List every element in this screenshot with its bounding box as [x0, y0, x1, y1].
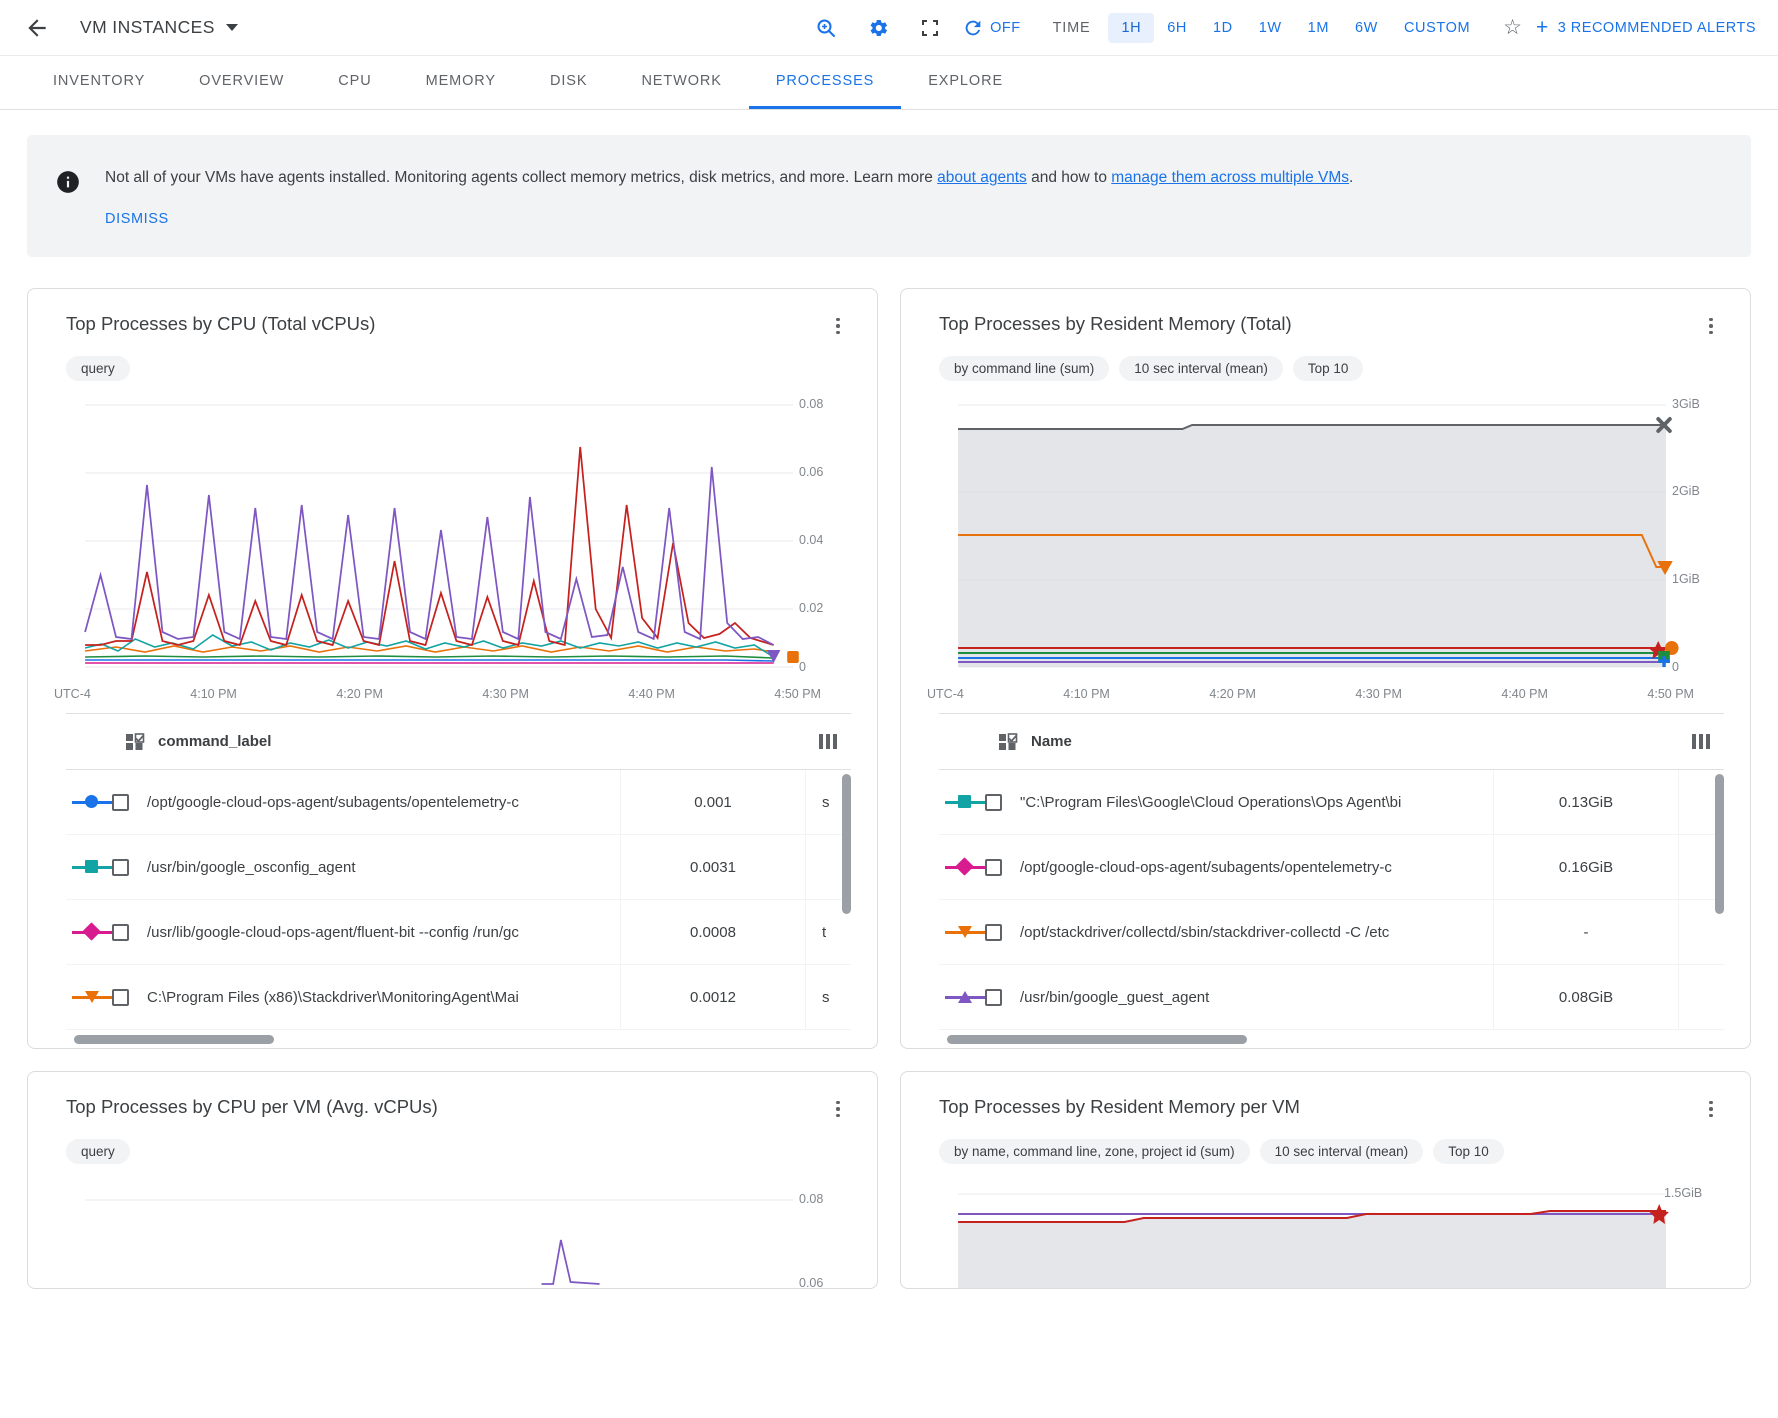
row-label: C:\Program Files (x86)\Stackdriver\MonitoringAgent\Mai — [147, 965, 621, 1029]
cpu-total-legend-table — [66, 713, 851, 1048]
y-tick: 1.5GiB — [1664, 1186, 1703, 1200]
card-header — [28, 289, 877, 339]
chip-by-command-line[interactable]: by command line (sum) — [939, 356, 1109, 381]
y-tick: 3GiB — [1672, 397, 1700, 411]
recommended-alerts-button[interactable] — [1536, 17, 1760, 38]
search-zoom-icon[interactable] — [809, 11, 843, 45]
columns-icon[interactable] — [1692, 734, 1711, 749]
time-range-6h[interactable]: 6H — [1167, 19, 1187, 36]
table-header-row — [939, 714, 1724, 770]
tab-bar — [0, 56, 1778, 110]
memory-total-legend-table — [939, 713, 1724, 1048]
tab-overview[interactable]: OVERVIEW — [199, 73, 285, 89]
card-top-processes-memory-total — [900, 288, 1751, 1049]
row-value: 0.13GiB — [1494, 770, 1679, 834]
auto-refresh-toggle[interactable] — [962, 17, 1021, 39]
cpu-total-x-axis — [28, 685, 877, 701]
time-range-1w[interactable]: 1W — [1258, 19, 1282, 36]
x-tick: 4:20 PM — [1209, 687, 1256, 701]
series-marker — [939, 860, 985, 874]
y-tick: 2GiB — [1672, 484, 1700, 498]
columns-icon[interactable] — [819, 734, 838, 749]
cpu-per-vm-plot-svg — [58, 1178, 851, 1288]
row-value: 0.0008 — [621, 900, 806, 964]
row-checkbox[interactable] — [985, 859, 1002, 876]
row-checkbox[interactable] — [985, 794, 1002, 811]
table-scroll-area[interactable] — [66, 770, 851, 1048]
row-value: 0.0012 — [621, 965, 806, 1029]
table-header-label: command_label — [158, 733, 272, 750]
series-marker — [939, 990, 985, 1004]
cpu-total-plot — [58, 395, 851, 685]
card-chips — [901, 339, 1750, 381]
time-range-1d[interactable]: 1D — [1212, 19, 1233, 36]
banner-body — [105, 157, 1725, 235]
memory-total-x-axis — [901, 685, 1750, 701]
card-header — [901, 289, 1750, 339]
row-value: 0.001 — [621, 770, 806, 834]
tab-memory[interactable]: MEMORY — [425, 73, 496, 89]
y-tick: 0 — [1672, 660, 1679, 674]
top-bar — [0, 0, 1778, 56]
star-outline-icon[interactable]: ☆ — [1503, 16, 1522, 39]
row-checkbox[interactable] — [985, 989, 1002, 1006]
time-range-custom[interactable]: CUSTOM — [1403, 19, 1471, 36]
row-checkbox[interactable] — [112, 859, 129, 876]
chip-group-by[interactable]: by name, command line, zone, project id (sum) — [939, 1139, 1250, 1164]
series-marker — [66, 860, 112, 874]
series-marker — [939, 795, 985, 809]
table-row[interactable] — [939, 835, 1724, 900]
card-menu-icon[interactable] — [825, 313, 851, 339]
x-tick: 4:40 PM — [1501, 687, 1548, 701]
row-value-secondary: t — [822, 923, 827, 941]
tab-explore[interactable]: EXPLORE — [928, 73, 1004, 89]
x-tick: 4:30 PM — [482, 687, 529, 701]
gear-icon[interactable] — [861, 11, 895, 45]
table-row[interactable] — [66, 835, 851, 900]
y-tick: 0.02 — [799, 601, 824, 615]
plus-icon: + — [1535, 16, 1549, 39]
y-tick: 0.08 — [799, 397, 824, 411]
x-tick: 4:20 PM — [336, 687, 383, 701]
about-agents-link[interactable]: about agents — [937, 169, 1027, 186]
table-horizontal-scrollbar[interactable] — [74, 1035, 274, 1044]
y-tick: 0.06 — [799, 1276, 824, 1289]
memory-total-plot-svg — [931, 395, 1724, 685]
tab-processes[interactable]: PROCESSES — [749, 56, 901, 109]
card-title: Top Processes by CPU (Total vCPUs) — [66, 313, 376, 334]
fullscreen-icon[interactable] — [913, 11, 947, 45]
table-header-row — [66, 714, 851, 770]
row-label: /usr/bin/google_osconfig_agent — [147, 835, 621, 899]
table-row[interactable] — [66, 900, 851, 965]
table-select-icon[interactable] — [999, 733, 1019, 751]
memory-total-y-axis — [1666, 395, 1726, 685]
chip-interval[interactable]: 10 sec interval (mean) — [1260, 1139, 1424, 1164]
banner-text-2: and how to — [1026, 169, 1112, 186]
x-tick: UTC-4 — [54, 687, 91, 701]
row-label: "C:\Program Files\Google\Cloud Operations\Ops Agent\bi — [1020, 770, 1494, 834]
agent-info-banner — [27, 135, 1751, 257]
cpu-total-plot-svg — [58, 395, 851, 685]
banner-text-3: . — [1349, 169, 1354, 186]
card-menu-icon[interactable] — [1698, 313, 1724, 339]
table-vertical-scrollbar[interactable] — [1715, 774, 1724, 914]
chip-top-10[interactable]: Top 10 — [1293, 356, 1364, 381]
memory-total-plot — [931, 395, 1724, 685]
card-header — [28, 1072, 877, 1122]
row-value: 0.08GiB — [1494, 965, 1679, 1029]
card-menu-icon[interactable] — [1698, 1096, 1724, 1122]
time-range-1m[interactable]: 1M — [1307, 19, 1329, 36]
row-checkbox[interactable] — [112, 794, 129, 811]
y-tick: 0.08 — [799, 1192, 824, 1206]
table-row[interactable] — [939, 965, 1724, 1030]
banner-text — [105, 157, 1725, 190]
memory-per-vm-plot-svg — [931, 1178, 1724, 1288]
table-row[interactable] — [66, 965, 851, 1030]
card-top-processes-cpu-per-vm — [27, 1071, 878, 1289]
cpu-total-y-axis — [793, 395, 853, 685]
time-range-1h[interactable]: 1H — [1108, 13, 1154, 43]
x-tick: UTC-4 — [927, 687, 964, 701]
table-header-label: Name — [1031, 733, 1072, 750]
tab-network[interactable]: NETWORK — [641, 73, 722, 89]
card-chips — [901, 1122, 1750, 1164]
cpu-per-vm-plot — [58, 1178, 851, 1288]
card-chips — [28, 339, 877, 381]
table-horizontal-scrollbar[interactable] — [947, 1035, 1247, 1044]
y-tick: 1GiB — [1672, 572, 1700, 586]
card-top-processes-cpu-total — [27, 288, 878, 1049]
card-top-processes-memory-per-vm — [900, 1071, 1751, 1289]
memory-per-vm-plot — [931, 1178, 1724, 1288]
manage-vms-link[interactable]: manage them across multiple VMs — [1111, 169, 1350, 186]
y-tick: 0.04 — [799, 533, 824, 547]
row-label: /opt/stackdriver/collectd/sbin/stackdriver-collectd -C /etc — [1020, 900, 1494, 964]
table-vertical-scrollbar[interactable] — [842, 774, 851, 914]
time-label: TIME — [1052, 19, 1091, 36]
auto-refresh-label: OFF — [990, 19, 1021, 36]
card-chips — [28, 1122, 877, 1164]
x-tick: 4:10 PM — [190, 687, 237, 701]
row-checkbox[interactable] — [112, 989, 129, 1006]
series-marker — [66, 990, 112, 1004]
recommended-alerts-label: 3 RECOMMENDED ALERTS — [1557, 19, 1756, 36]
row-checkbox[interactable] — [985, 924, 1002, 941]
time-range-6w[interactable]: 6W — [1355, 19, 1378, 36]
tab-cpu[interactable]: CPU — [338, 73, 372, 89]
chevron-down-icon[interactable] — [226, 24, 238, 31]
table-select-icon[interactable] — [126, 733, 146, 751]
page-title: VM INSTANCES — [80, 17, 215, 37]
tab-inventory[interactable]: INVENTORY — [53, 73, 146, 89]
y-tick: 0.06 — [799, 465, 824, 479]
card-header — [901, 1072, 1750, 1122]
table-row[interactable] — [66, 770, 851, 835]
x-tick: 4:30 PM — [1355, 687, 1402, 701]
tab-disk[interactable]: DISK — [549, 73, 588, 89]
row-value-secondary: s — [822, 793, 830, 811]
y-tick: 0 — [799, 660, 806, 674]
card-title: Top Processes by Resident Memory (Total) — [939, 313, 1292, 334]
row-label: /usr/bin/google_guest_agent — [1020, 965, 1494, 1029]
chip-query[interactable]: query — [66, 1139, 130, 1164]
series-marker — [939, 925, 985, 939]
chip-interval[interactable]: 10 sec interval (mean) — [1119, 356, 1283, 381]
chip-query[interactable]: query — [66, 356, 130, 381]
x-tick: 4:50 PM — [1647, 687, 1694, 701]
row-label: /opt/google-cloud-ops-agent/subagents/opentelemetry-c — [1020, 835, 1494, 899]
info-icon — [51, 165, 85, 199]
series-marker — [66, 795, 112, 809]
row-label: /opt/google-cloud-ops-agent/subagents/opentelemetry-c — [147, 770, 621, 834]
table-scroll-area[interactable] — [939, 770, 1724, 1048]
card-title: Top Processes by Resident Memory per VM — [939, 1096, 1300, 1117]
x-tick: 4:40 PM — [628, 687, 675, 701]
series-marker — [66, 925, 112, 939]
row-value: - — [1494, 900, 1679, 964]
row-label: /usr/lib/google-cloud-ops-agent/fluent-bit --config /run/gc — [147, 900, 621, 964]
charts-grid — [0, 257, 1778, 1316]
card-menu-icon[interactable] — [825, 1096, 851, 1122]
table-row[interactable] — [939, 770, 1724, 835]
x-tick: 4:10 PM — [1063, 687, 1110, 701]
row-value: 0.0031 — [621, 835, 806, 899]
card-title: Top Processes by CPU per VM (Avg. vCPUs) — [66, 1096, 438, 1117]
x-tick: 4:50 PM — [774, 687, 821, 701]
row-value: 0.16GiB — [1494, 835, 1679, 899]
back-arrow-icon[interactable] — [22, 13, 52, 43]
row-value-secondary: s — [822, 988, 830, 1006]
row-checkbox[interactable] — [112, 924, 129, 941]
chip-top-10[interactable]: Top 10 — [1433, 1139, 1504, 1164]
dismiss-button[interactable]: DISMISS — [105, 211, 169, 227]
banner-text-1: Not all of your VMs have agents installed. Monitoring agents collect memory metrics, disk metrics, and more. Learn more — [105, 169, 938, 186]
table-row[interactable] — [939, 900, 1724, 965]
